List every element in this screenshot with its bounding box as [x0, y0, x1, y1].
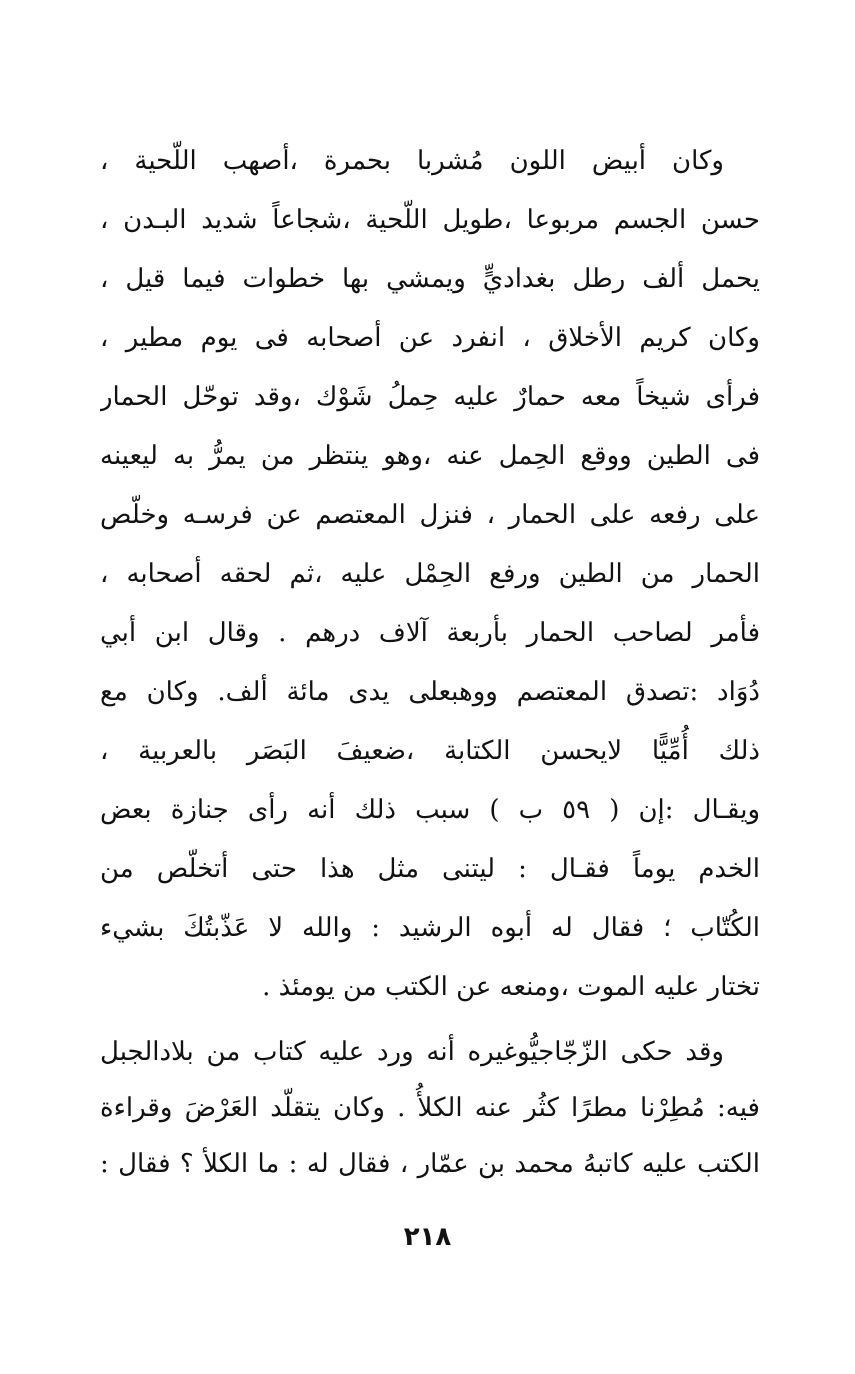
text-line: ذلك أُمِّيًّا لايحسن الكتابة ،ضعيفَ البَصَر بالعربية ، — [100, 736, 760, 766]
text-line: تختار عليه الموت ،ومنعه عن الكتب من يومئذ . — [262, 972, 760, 1002]
text-line: وكان أبيض اللون مُشربا بحمرة ،أصهب اللّحية ، — [100, 146, 724, 176]
text-line: وقد حكى الزّجّاجيُّوغيره أنه ورد عليه كتاب من بلادالجبل — [100, 1037, 724, 1067]
paragraph-2 — [100, 1024, 760, 1192]
text-line: حسن الجسم مربوعا ،طويل اللّحية ،شجاعاً شديد البـدن ، — [100, 205, 760, 235]
text-line: دُوَاد :تصدق المعتصم ووهبعلى يدى مائة ألف. وكان مع — [100, 677, 760, 707]
text-line: يحمل ألف رطل بغداديٍّ ويمشي بها خطوات فيما قيل ، — [100, 264, 760, 294]
text-line: الكتب عليه كاتبهُ محمد بن عمّار ، فقال له : ما الكلأ ؟ فقال : — [100, 1149, 760, 1179]
text-line: فى الطين ووقع الحِمل عنه ،وهو ينتظر من يمرُّ به ليعينه — [100, 441, 760, 471]
text-line: ويقـال :إن ( ٥٩ ب ) سبب ذلك أنه رأى جنازة بعض — [100, 795, 760, 825]
text-line: فرأى شيخاً معه حمارٌ عليه حِملُ شَوْك ،وقد توحّل الحمار — [100, 382, 760, 412]
page-number: ٢١٨ — [403, 1222, 452, 1252]
text-line: فأمر لصاحب الحمار بأربعة آلاف درهم . وقال ابن أبي — [100, 618, 760, 648]
text-line: على رفعه على الحمار ، فنزل المعتصم عن فرسـه وخلّص — [100, 500, 760, 530]
text-line: الخدم يوماً فقـال : ليتنى مثل هذا حتى أتخلّص من — [100, 854, 760, 884]
text-line: الحمار من الطين ورفع الحِمْل عليه ،ثم لحقه أصحابه ، — [100, 559, 760, 589]
text-line: وكان كريم الأخلاق ، انفرد عن أصحابه فى يوم مطير ، — [100, 323, 760, 353]
text-line: فيه: مُطِرْنا مطرًا كثُر عنه الكلأُ . وكان يتقلّد العَرْضَ وقراءة — [100, 1093, 760, 1123]
paragraph-1 — [100, 132, 760, 1017]
text-line: الكُتّاب ؛ فقال له أبوه الرشيد : والله لا عَذّبتُكَ بشيء — [100, 913, 760, 943]
